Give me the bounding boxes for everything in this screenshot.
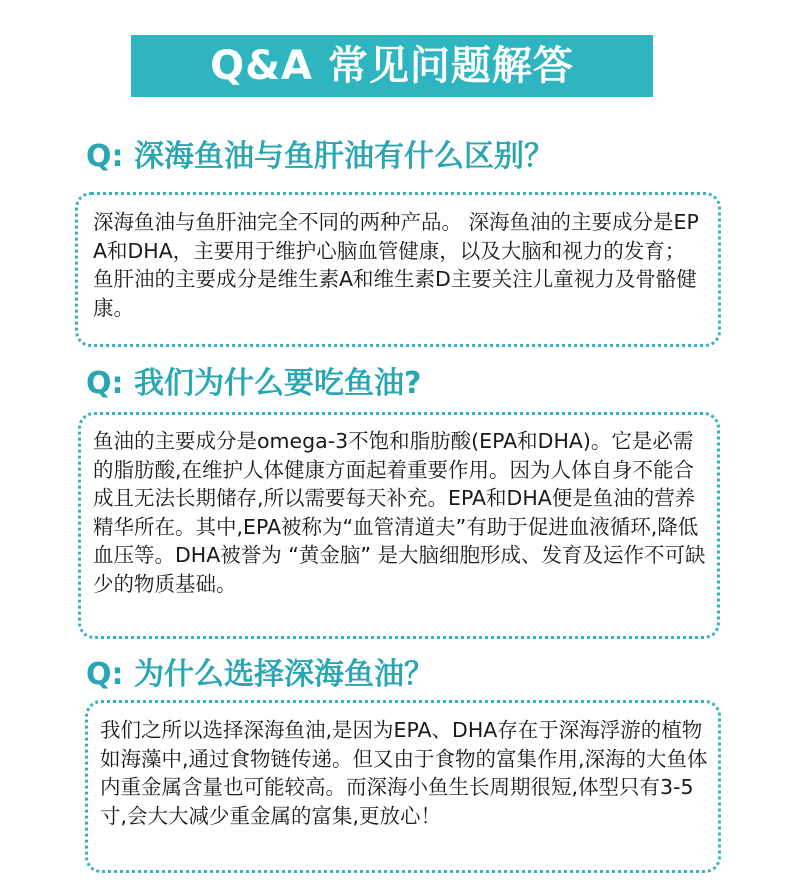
question-3: Q: 为什么选择深海鱼油？ xyxy=(86,657,434,692)
answer-2: 鱼油的主要成分是omega-3不饱和脂肪酸(EPA和DHA)。它是必需的脂肪酸,在维护人体健康方面起着重要作用。因为人体自身不能合成且无法长期储存,所以需要每天补充。EPA和DHA便是鱼油的营养精华所在。其中,EPA被称为“血管清道夫”有助于促进血液循环,降低血压等。DHA被誉为 “黄金脑” 是大脑细胞形成、发育及运作不可缺少的物质基础。 xyxy=(93,429,706,596)
page-title: Q&A 常见问题解答 xyxy=(131,35,653,97)
answer-3: 我们之所以选择深海鱼油,是因为EPA、DHA存在于深海浮游的植物如海藻中,通过食物链传递。但又由于食物的富集作用,深海的大鱼体内重金属含量也可能较高。而深海小鱼生长周期很短,体型只有3-5寸,会大大减少重金属的富集,更放心！ xyxy=(100,718,708,828)
question-2: Q: 我们为什么要吃鱼油? xyxy=(86,366,422,401)
answer-1: 深海鱼油与鱼肝油完全不同的两种产品。 深海鱼油的主要成分是EPA和DHA，主要用于维护心脑血管健康，以及大脑和视力的发育； 鱼肝油的主要成分是维生素A和维生素D主要关注儿童视力及骨骼健康。 xyxy=(93,210,699,320)
question-1: Q: 深海鱼油与鱼肝油有什么区别？ xyxy=(86,139,554,174)
